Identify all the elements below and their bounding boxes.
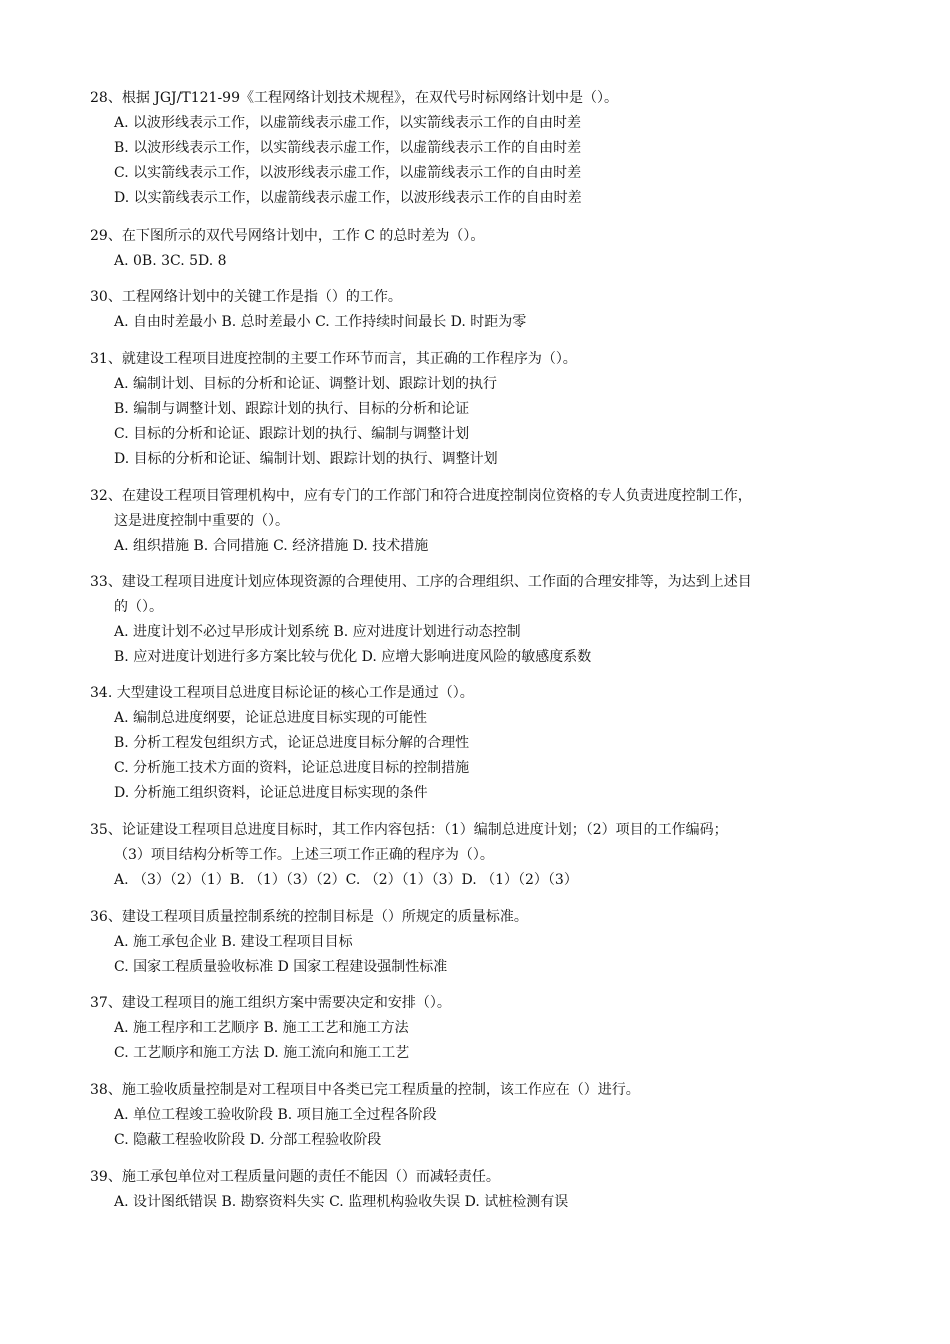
option-c: C. 目标的分析和论证、跟踪计划的执行、编制与调整计划: [114, 426, 470, 442]
question-stem: 34. 大型建设工程项目总进度目标论证的核心工作是通过（）。: [90, 685, 474, 701]
options-line-1: A. 进度计划不必过早形成计划系统 B. 应对进度计划进行动态控制: [114, 624, 521, 640]
options-line-1: A. 单位工程竣工验收阶段 B. 项目施工全过程各阶段: [114, 1107, 437, 1123]
option-a: A. 编制总进度纲要，论证总进度目标实现的可能性: [114, 710, 428, 726]
options-line: A. 自由时差最小 B. 总时差最小 C. 工作持续时间最长 D. 时距为零: [114, 314, 527, 330]
question-31: [90, 347, 910, 472]
question-stem: 29、在下图所示的双代号网络计划中，工作 C 的总时差为（）。: [90, 228, 485, 244]
question-stem: 38、施工验收质量控制是对工程项目中各类已完工程质量的控制，该工作应在（）进行。: [90, 1082, 640, 1098]
option-b: B. 以波形线表示工作，以实箭线表示虚工作，以虚箭线表示工作的自由时差: [114, 140, 582, 156]
options-line: A. 组织措施 B. 合同措施 C. 经济措施 D. 技术措施: [114, 538, 429, 554]
question-stem-continued: （3）项目结构分析等工作。上述三项工作正确的程序为（）。: [114, 847, 494, 863]
question-36: [90, 905, 910, 980]
options-line-2: C. 国家工程质量验收标准 D 国家工程建设强制性标准: [114, 959, 448, 975]
option-d: D. 分析施工组织资料，论证总进度目标实现的条件: [114, 785, 428, 801]
options-line-1: A. 施工程序和工艺顺序 B. 施工工艺和施工方法: [114, 1020, 409, 1036]
question-39: [90, 1165, 910, 1215]
option-b: B. 分析工程发包组织方式，论证总进度目标分解的合理性: [114, 735, 470, 751]
question-stem-continued: 的（）。: [114, 599, 163, 615]
question-34: [90, 681, 910, 806]
options-line: A. （3）（2）（1）B. （1）（3）（2）C. （2）（1）（3）D. （1）（2）（3）: [114, 872, 578, 888]
option-c: C. 以实箭线表示工作，以波形线表示虚工作，以虚箭线表示工作的自由时差: [114, 165, 582, 181]
question-stem: 39、施工承包单位对工程质量问题的责任不能因（）而减轻责任。: [90, 1169, 500, 1185]
question-37: [90, 991, 910, 1066]
question-stem: 28、根据 JGJ/T121-99《工程网络计划技术规程》，在双代号时标网络计划中是（）。: [90, 90, 618, 106]
option-d: D. 以实箭线表示工作，以虚箭线表示虚工作，以波形线表示工作的自由时差: [114, 190, 582, 206]
options-line-2: C. 工艺顺序和施工方法 D. 施工流向和施工工艺: [114, 1045, 410, 1061]
question-stem: 35、论证建设工程项目总进度目标时，其工作内容包括：（1）编制总进度计划；（2）项目的工作编码；: [90, 822, 728, 838]
question-stem-continued: 这是进度控制中重要的（）。: [114, 513, 289, 529]
options-line: A. 设计图纸错误 B. 勘察资料失实 C. 监理机构验收失误 D. 试桩检测有误: [114, 1194, 569, 1210]
question-stem: 30、工程网络计划中的关键工作是指（）的工作。: [90, 289, 402, 305]
option-c: C. 分析施工技术方面的资料，论证总进度目标的控制措施: [114, 760, 470, 776]
option-a: A. 以波形线表示工作，以虚箭线表示虚工作，以实箭线表示工作的自由时差: [114, 115, 582, 131]
option-b: B. 编制与调整计划、跟踪计划的执行、目标的分析和论证: [114, 401, 470, 417]
options-line: A. 0B. 3C. 5D. 8: [114, 253, 227, 269]
question-33: [90, 570, 910, 670]
question-32: [90, 484, 910, 559]
question-stem: 31、就建设工程项目进度控制的主要工作环节而言，其正确的工作程序为（）。: [90, 351, 577, 367]
options-line-2: B. 应对进度计划进行多方案比较与优化 D. 应增大影响进度风险的敏感度系数: [114, 649, 592, 665]
options-line-2: C. 隐蔽工程验收阶段 D. 分部工程验收阶段: [114, 1132, 382, 1148]
options-line-1: A. 施工承包企业 B. 建设工程项目目标: [114, 934, 353, 950]
question-28: [90, 86, 910, 211]
option-a: A. 编制计划、目标的分析和论证、调整计划、跟踪计划的执行: [114, 376, 498, 392]
question-stem: 37、建设工程项目的施工组织方案中需要决定和安排（）。: [90, 995, 451, 1011]
question-30: [90, 285, 910, 335]
question-35: [90, 818, 910, 893]
question-stem: 33、建设工程项目进度计划应体现资源的合理使用、工序的合理组织、工作面的合理安排等，为达到上述目: [90, 574, 752, 590]
question-stem: 32、在建设工程项目管理机构中，应有专门的工作部门和符合进度控制岗位资格的专人负责进度控制工作，: [90, 488, 752, 504]
question-29: [90, 224, 910, 274]
question-stem: 36、建设工程项目质量控制系统的控制目标是（）所规定的质量标准。: [90, 909, 528, 925]
question-38: [90, 1078, 910, 1153]
option-d: D. 目标的分析和论证、编制计划、跟踪计划的执行、调整计划: [114, 451, 498, 467]
